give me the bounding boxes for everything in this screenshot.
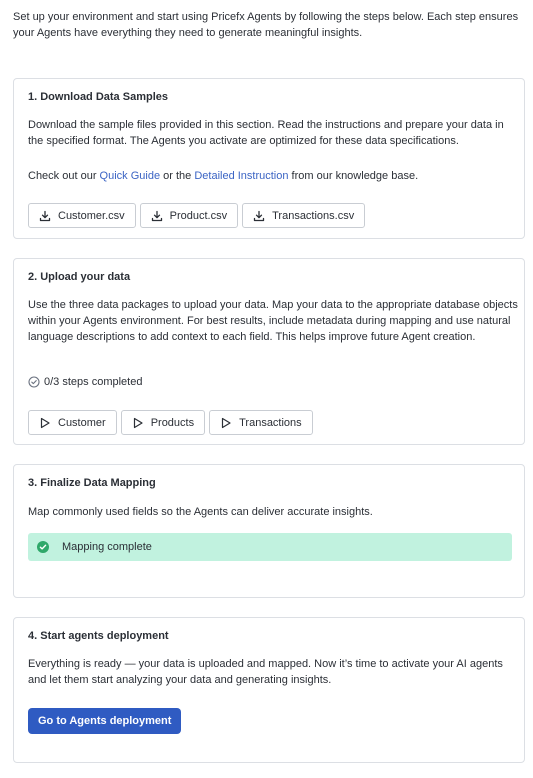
step-2-title: 2. Upload your data — [28, 271, 131, 283]
intro-text: Set up your environment and start using Pricefx Agents by following the steps below. Each step ensures your Agents have everything they need to generate meaningful insights. — [13, 11, 519, 39]
play-icon — [38, 416, 52, 430]
check-circle-filled-icon — [37, 541, 49, 553]
detailed-instruction-link[interactable]: Detailed Instruction — [194, 170, 289, 182]
download-transactions-button[interactable] — [242, 203, 365, 228]
upload-transactions-label: Transactions — [239, 416, 302, 429]
step-4-title: 4. Start agents deployment — [28, 630, 169, 642]
mapping-status-banner — [28, 533, 512, 561]
download-buttons — [28, 203, 365, 228]
step-2-description: Use the three data packages to upload your data. Map your data to the appropriate database objects within your Agents environment. For best results, include metadata during mapping and use natural language descriptions to add context to each field. This helps improve future Agent creation. — [28, 299, 518, 343]
upload-customer-button[interactable] — [28, 410, 117, 435]
mapping-status-text: Mapping complete — [62, 541, 152, 553]
upload-buttons — [28, 410, 313, 435]
guide-suffix: from our knowledge base. — [288, 170, 419, 182]
download-icon — [252, 209, 266, 223]
download-transactions-label: Transactions.csv — [272, 209, 355, 222]
upload-transactions-button[interactable] — [209, 410, 313, 435]
download-icon — [38, 209, 52, 223]
upload-products-button[interactable] — [121, 410, 205, 435]
download-customer-button[interactable] — [28, 203, 136, 228]
upload-customer-label: Customer — [58, 416, 106, 429]
quick-guide-link[interactable]: Quick Guide — [99, 170, 161, 182]
step-2-progress — [28, 374, 142, 390]
progress-text: 0/3 steps completed — [44, 376, 143, 388]
guide-middle: or the — [160, 170, 195, 182]
check-circle-outline-icon — [28, 376, 40, 388]
step-1-description: Download the sample files provided in this section. Read the instructions and prepare your data in the specified format. The Agents you activate are optimized for these data specifications. — [28, 119, 504, 147]
step-2-card — [13, 258, 525, 445]
step-1-guide-text — [28, 168, 518, 184]
download-product-label: Product.csv — [169, 209, 228, 222]
go-to-agents-deployment-button[interactable]: Go to Agents deployment — [28, 708, 181, 734]
step-1-title: 1. Download Data Samples — [28, 91, 168, 103]
guide-prefix: Check out our — [28, 170, 100, 182]
play-icon — [219, 416, 233, 430]
step-4-description: Everything is ready — your data is uploaded and mapped. Now it’s time to activate your AI agents and let them start analyzing your data and generating insights. — [28, 658, 503, 686]
upload-products-label: Products — [150, 416, 195, 429]
download-product-button[interactable] — [140, 203, 238, 228]
download-customer-label: Customer.csv — [58, 209, 125, 222]
step-3-card — [13, 464, 525, 598]
step-4-card — [13, 617, 525, 763]
download-icon — [150, 209, 164, 223]
step-1-card — [13, 78, 525, 239]
step-3-title: 3. Finalize Data Mapping — [28, 477, 156, 489]
play-icon — [131, 416, 145, 430]
step-3-description: Map commonly used fields so the Agents can deliver accurate insights. — [28, 506, 373, 518]
